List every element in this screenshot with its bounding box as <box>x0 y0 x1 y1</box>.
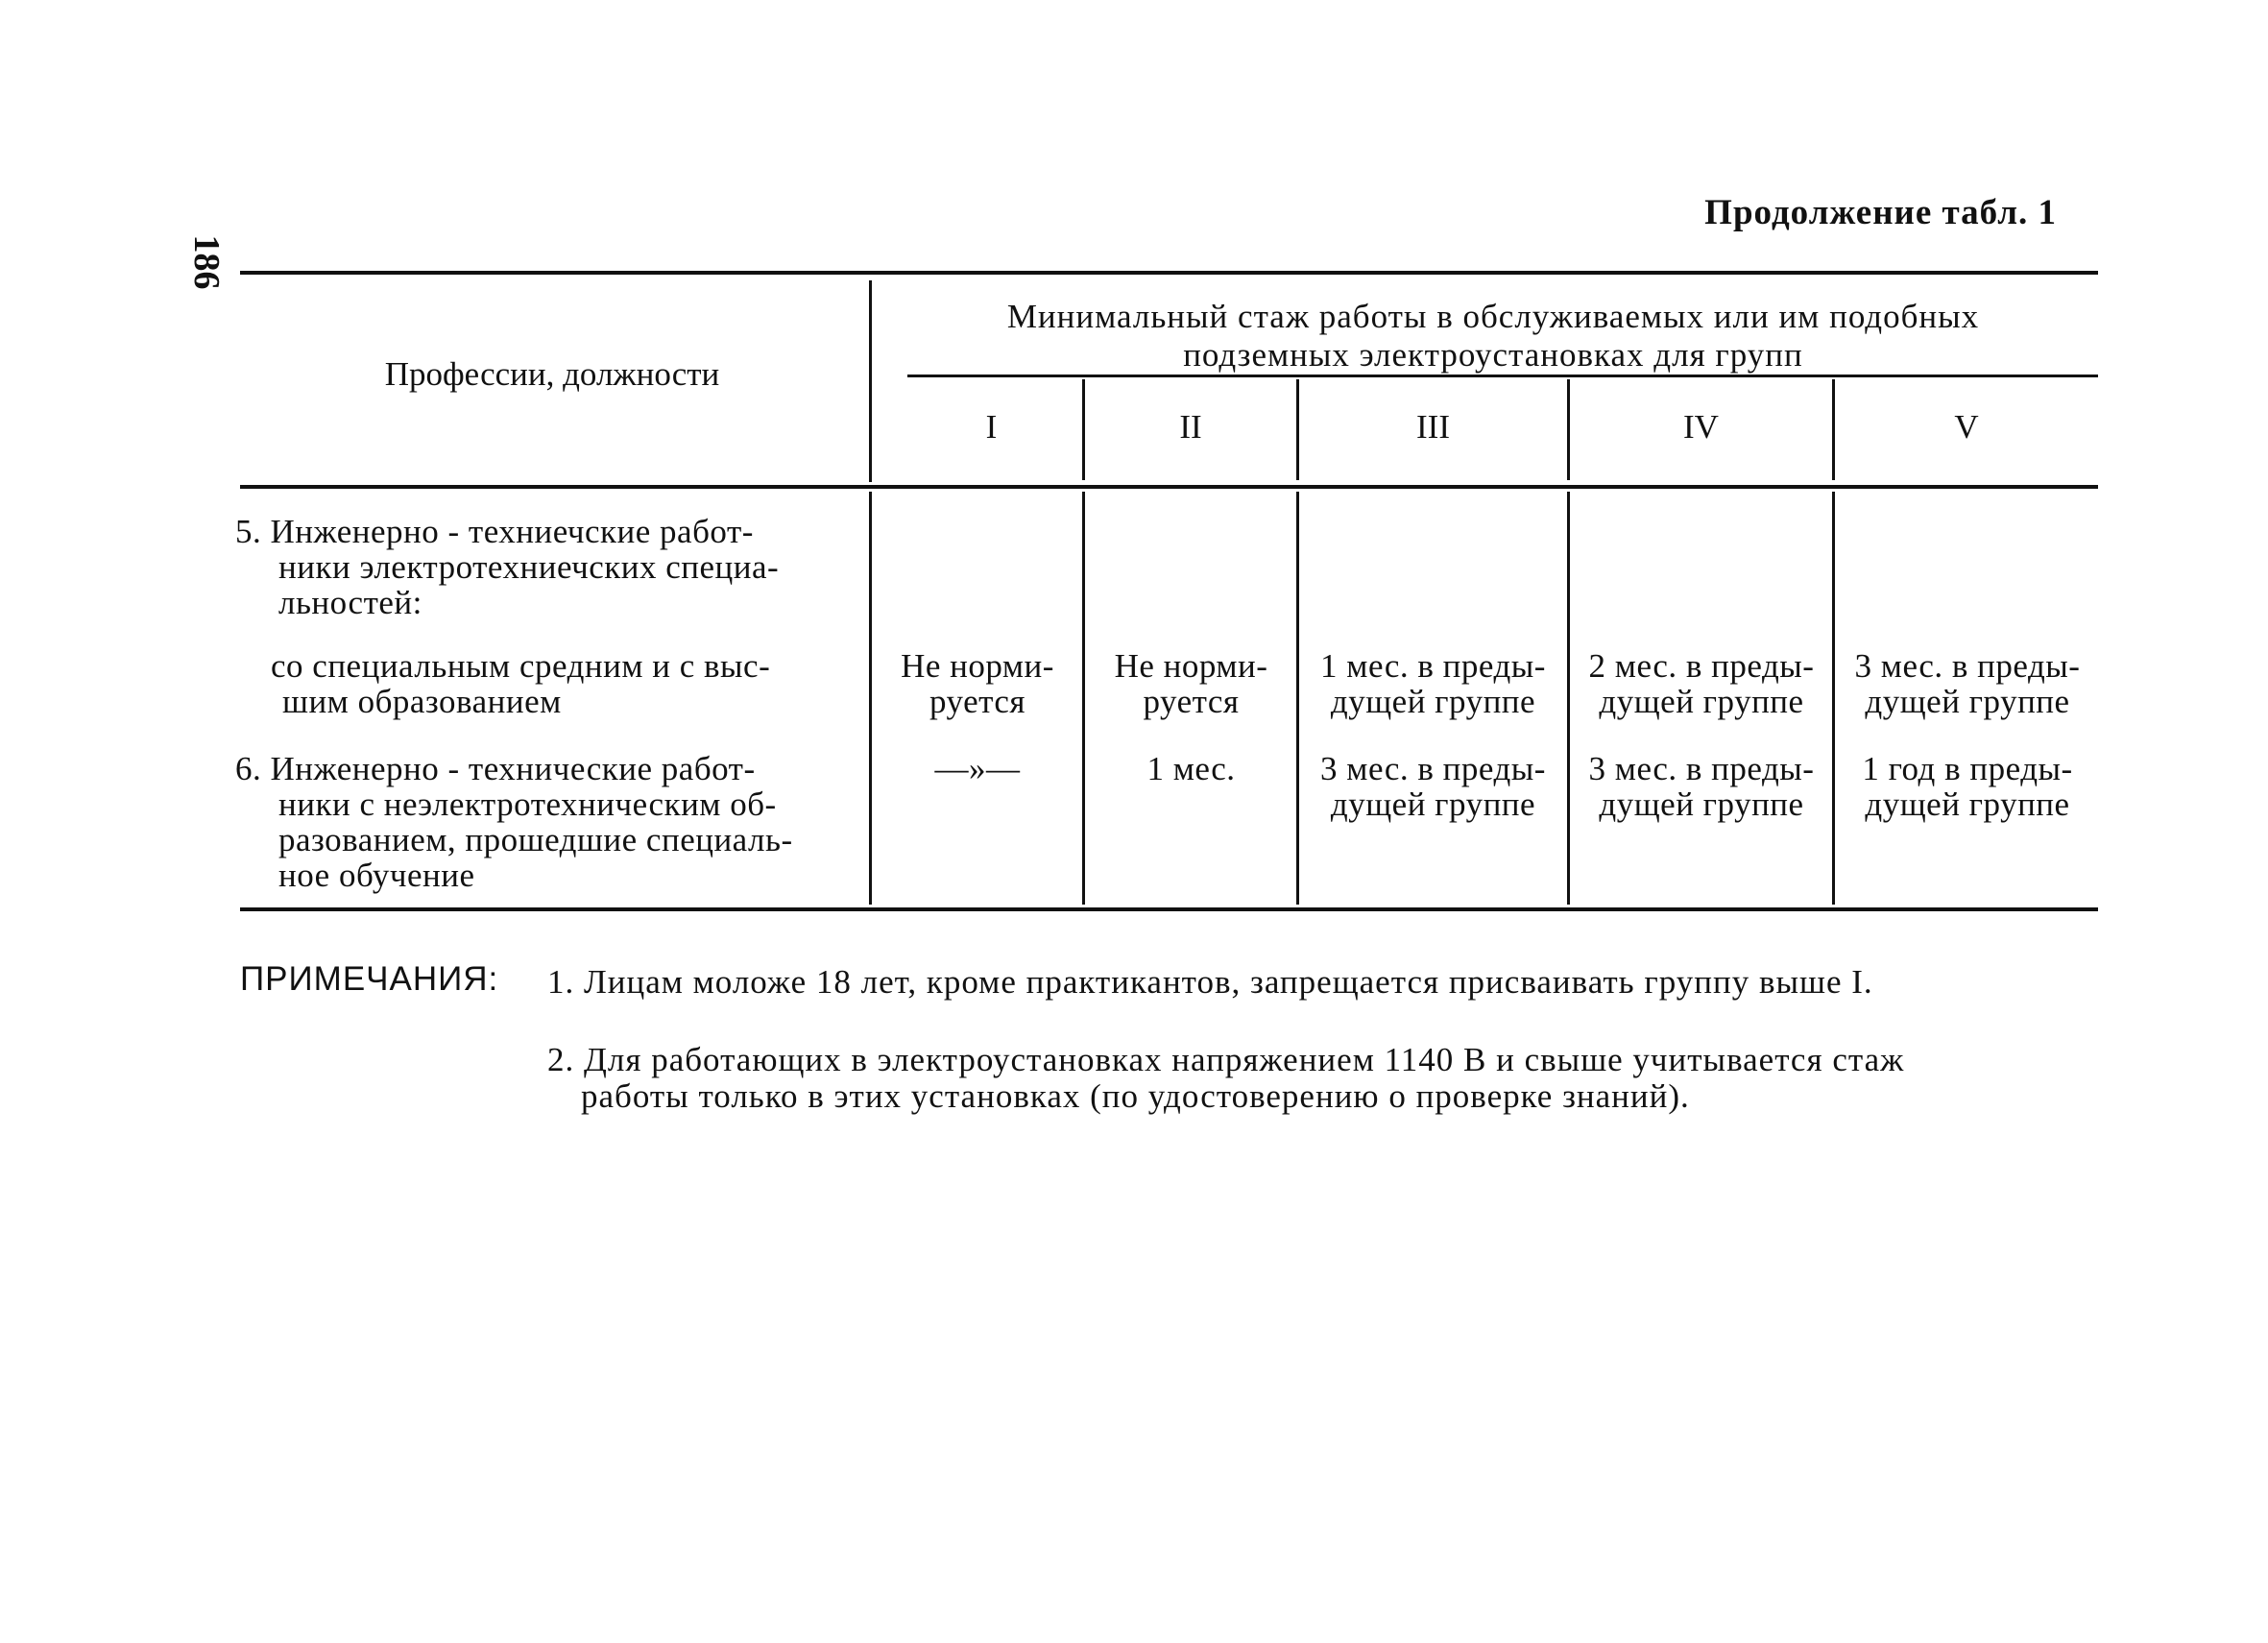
row-6-label-line2: ники с неэлектротехническим об- <box>278 785 777 823</box>
row-5a-label-line2: шим образованием <box>282 683 562 720</box>
header-profession: Профессии, должности <box>384 355 720 393</box>
note-2-line2: работы только в этих установках (по удостоверению о проверке знаний). <box>581 1077 1690 1115</box>
row-6-cell-5-line1: 1 год в преды- <box>1862 750 2073 787</box>
notes-label: ПРИМЕЧАНИЯ: <box>240 960 499 998</box>
row-5-label-line3: льностей: <box>278 584 422 621</box>
row-5-label-line2: ники электротехниечских специа- <box>278 548 780 586</box>
header-min-experience-line2: подземных электроустановках для групп <box>1183 336 1803 374</box>
row-5a-cell-1-line1: Не норми- <box>901 647 1054 685</box>
group-header-3: III <box>1416 408 1450 446</box>
row-5a-cell-1-line2: руется <box>929 683 1025 720</box>
row-5a-cell-5-line1: 3 мес. в преды- <box>1854 647 2081 685</box>
row-5-label <box>235 514 859 620</box>
row-5a-cell-3 <box>1301 648 1565 719</box>
row-5a-cell-5-line2: дущей группе <box>1865 683 2070 720</box>
row-5a-cell-2-line2: руется <box>1143 683 1240 720</box>
group-header-5: V <box>1954 408 1979 446</box>
row-6-cell-2-line1: 1 мес. <box>1146 750 1236 787</box>
row-5a-cell-2 <box>1088 648 1294 719</box>
col-divider-3-body <box>1567 492 1570 905</box>
col-divider-profession-body <box>869 492 872 905</box>
row-6-cell-4-line2: дущей группе <box>1599 785 1804 823</box>
group-header-4: IV <box>1683 408 1719 446</box>
note-2 <box>547 1042 2122 1115</box>
row-5a-cell-3-line2: дущей группе <box>1330 683 1536 720</box>
row-5a-cell-4-line2: дущей группе <box>1599 683 1804 720</box>
row-6-cell-2 <box>1088 751 1294 786</box>
note-1: 1. Лицам моложе 18 лет, кроме практикантов, запрещается присваивать группу выше I. <box>547 963 1873 1001</box>
note-2-line1: 2. Для работающих в электроустановках напряжением 1140 В и свыше учитывается стаж <box>547 1041 1905 1078</box>
row-6-cell-4-line1: 3 мес. в преды- <box>1588 750 1815 787</box>
row-6-label-line4: ное обучение <box>278 857 475 894</box>
page-number: 186 <box>186 234 227 290</box>
row-6-label-line3: разованием, прошедшие специаль- <box>278 821 793 858</box>
row-6-cell-4 <box>1572 751 1831 822</box>
row-6-cell-5 <box>1837 751 2098 822</box>
row-5a-cell-1 <box>876 648 1079 719</box>
row-6-cell-3-line2: дущей группе <box>1330 785 1536 823</box>
row-6-label-line1: 6. Инженерно - технические работ- <box>235 750 756 787</box>
group-header-1: I <box>985 408 998 446</box>
col-divider-1-body <box>1082 492 1085 905</box>
row-5a-cell-5 <box>1837 648 2098 719</box>
col-divider-2-body <box>1296 492 1299 905</box>
row-6-cell-3 <box>1301 751 1565 822</box>
row-6-cell-1 <box>876 751 1079 786</box>
continuation-label: Продолжение табл. 1 <box>1704 193 2057 232</box>
groups-subheader-rule <box>907 375 2098 377</box>
row-5a-cell-2-line1: Не норми- <box>1114 647 1268 685</box>
row-5a-label <box>271 648 866 719</box>
header-min-experience-line1: Минимальный стаж работы в обслуживаемых или им подобных <box>1006 298 1980 335</box>
row-5a-cell-4-line1: 2 мес. в преды- <box>1588 647 1815 685</box>
table-top-rule <box>240 271 2098 275</box>
row-5a-cell-4 <box>1572 648 1831 719</box>
header-min-experience <box>883 298 2103 375</box>
row-5-label-line1: 5. Инженерно - техниечские работ- <box>235 513 754 550</box>
row-5a-cell-3-line1: 1 мес. в преды- <box>1320 647 1546 685</box>
table-bottom-rule <box>240 907 2098 911</box>
row-6-cell-3-line1: 3 мес. в преды- <box>1320 750 1546 787</box>
row-6-cell-1-line1: —»— <box>934 750 1021 787</box>
header-bottom-rule <box>240 485 2098 489</box>
col-divider-profession <box>869 280 872 482</box>
row-6-cell-5-line2: дущей группе <box>1865 785 2070 823</box>
row-6-label <box>235 751 859 893</box>
row-5a-label-line1: со специальным средним и с выс- <box>271 647 771 685</box>
group-header-2: II <box>1179 408 1202 446</box>
col-divider-4-body <box>1832 492 1835 905</box>
